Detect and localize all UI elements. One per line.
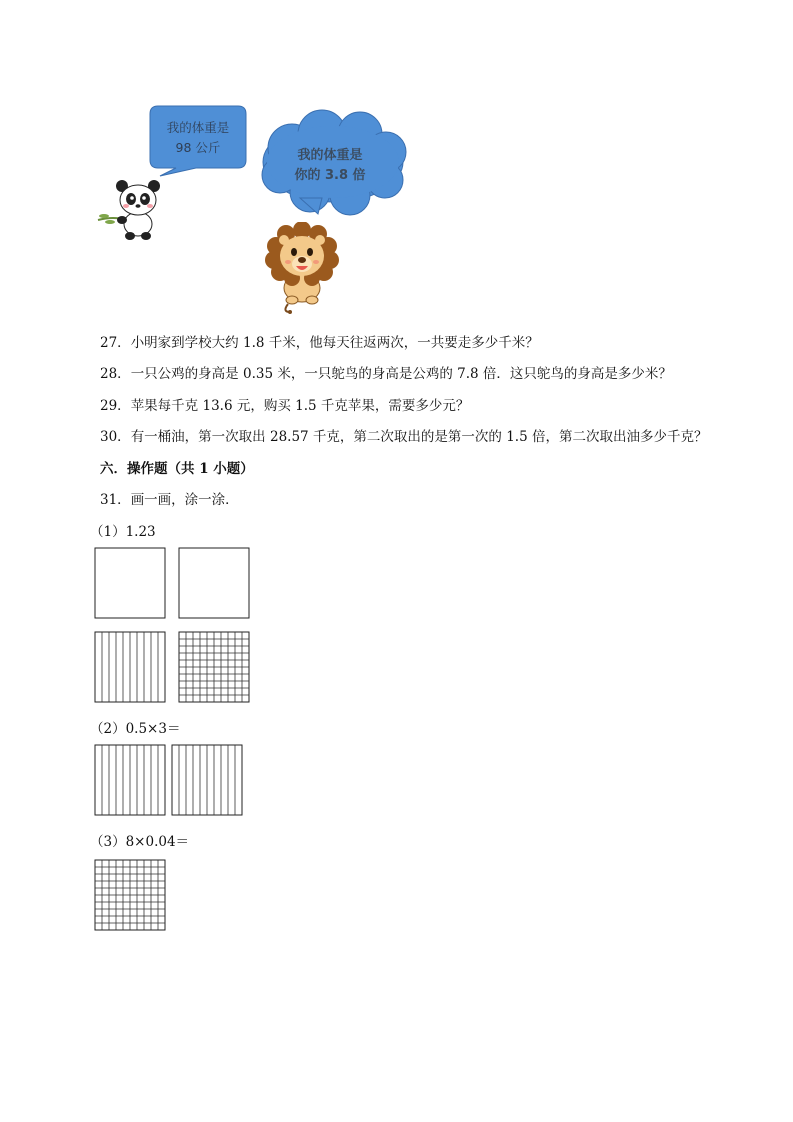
- question-number: 30．: [100, 429, 131, 445]
- question-number: 29．: [100, 398, 131, 414]
- lion-icon: [262, 222, 342, 314]
- question-number: 28．: [100, 366, 131, 382]
- lion-bubble-line1: 我的体重是: [297, 148, 363, 163]
- square-border: [95, 548, 165, 618]
- question-29: [100, 394, 469, 414]
- square-border: [95, 745, 165, 815]
- empty-square-2[interactable]: [179, 548, 249, 618]
- tenths-square-2[interactable]: [172, 745, 242, 815]
- question-number: 31．: [100, 492, 131, 508]
- question-number: 27．: [100, 335, 131, 351]
- question-28: [100, 362, 672, 382]
- part-2-label: （2）0.5×3＝: [90, 721, 181, 737]
- section-title: 六．操作题（共 1 小题）: [100, 461, 254, 477]
- square-border: [179, 632, 249, 702]
- question-text: 小明家到学校大约 1.8 千米，他每天往返两次，一共要走多少千米？: [130, 335, 539, 351]
- lion-bubble-line2: 你的 3.8 倍: [294, 168, 366, 183]
- panda-bubble-line1: 我的体重是: [166, 120, 230, 135]
- panda-bubble-line2: 98 公斤: [175, 140, 221, 155]
- question-27: [100, 331, 539, 351]
- question-30: [100, 425, 707, 445]
- tenths-square-1[interactable]: [95, 745, 165, 815]
- question-31: [100, 488, 239, 508]
- part-3-label: （3）8×0.04＝: [90, 834, 190, 850]
- square-border: [179, 548, 249, 618]
- lion-cloud-bubble: [0, 0, 793, 330]
- square-border: [95, 632, 165, 702]
- question-text: 一只公鸡的身高是 0.35 米，一只鸵鸟的身高是公鸡的 7.8 倍．这只鸵鸟的身高是多少米？: [130, 366, 672, 382]
- square-border: [172, 745, 242, 815]
- question-text: 画一画，涂一涂．: [130, 492, 239, 508]
- part-1-label: （1）1.23: [90, 524, 156, 540]
- tenths-square[interactable]: [95, 632, 165, 702]
- panda-icon: [96, 176, 166, 246]
- hundredths-square[interactable]: [179, 632, 249, 702]
- question-text: 有一桶油，第一次取出 28.57 千克，第二次取出的是第一次的 1.5 倍，第二次取出油多少千克？: [130, 429, 708, 445]
- hundredths-square[interactable]: [95, 860, 165, 930]
- square-border: [95, 860, 165, 930]
- empty-square-1[interactable]: [95, 548, 165, 618]
- question-text: 苹果每千克 13.6 元，购买 1.5 千克苹果，需要多少元？: [130, 398, 470, 414]
